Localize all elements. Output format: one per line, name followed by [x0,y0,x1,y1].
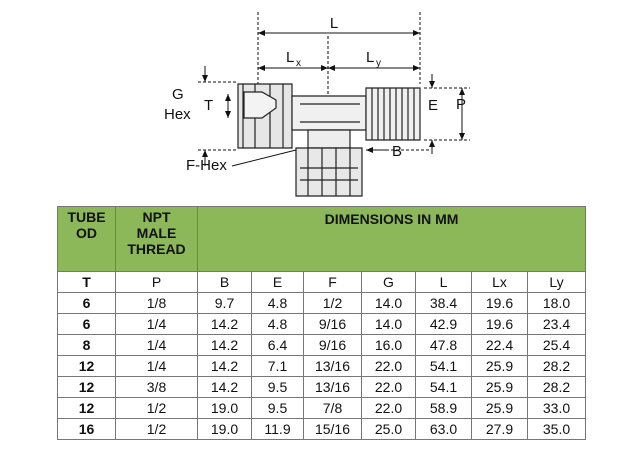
table-cell: 19.6 [472,314,528,335]
table-cell: 18.0 [528,293,586,314]
label-B: B [392,143,403,160]
table-cell: 1/4 [116,356,198,377]
table-cell: 4.8 [252,314,304,335]
table-cell: 6 [58,293,116,314]
table-cell: 19.6 [472,293,528,314]
table-cell: 25.4 [528,335,586,356]
table-cell: 3/8 [116,377,198,398]
table-cell: 25.9 [472,356,528,377]
table-cell: 58.9 [416,398,472,419]
col-Ly: Ly [528,272,586,293]
table-cell: 9.5 [252,398,304,419]
table-cell: 15/16 [304,419,362,440]
col-E: E [252,272,304,293]
col-F: F [304,272,362,293]
label-Ly-sub: y [376,58,381,69]
table-cell: 13/16 [304,356,362,377]
table-cell: 19.0 [198,419,252,440]
header-npt-line2: MALE [136,225,177,241]
table-cell: 22.0 [362,356,416,377]
table-cell: 12 [58,398,116,419]
col-L: L [416,272,472,293]
table-cell: 9.7 [198,293,252,314]
table-cell: 13/16 [304,377,362,398]
label-Ly: L [366,49,375,66]
table-cell: 33.0 [528,398,586,419]
table-cell: 14.2 [198,356,252,377]
label-Lx-sub: x [296,58,301,69]
table-cell: 8 [58,335,116,356]
col-Lx: Lx [472,272,528,293]
table-cell: 1/2 [116,419,198,440]
table-cell: 6.4 [252,335,304,356]
table-row [58,356,586,377]
fitting-drawing [0,0,633,206]
table-cell: 14.2 [198,377,252,398]
label-T: T [204,97,214,114]
table-cell: 22.0 [362,398,416,419]
table-cell: 1/2 [304,293,362,314]
table-row [58,377,586,398]
label-Hex: Hex [164,106,191,123]
header-tube-od [58,207,116,272]
table-cell: 1/8 [116,293,198,314]
table-cell: 14.2 [198,314,252,335]
col-B: B [198,272,252,293]
table-cell: 12 [58,356,116,377]
table-row [58,335,586,356]
table-cell: 38.4 [416,293,472,314]
header-tube-od-line2: OD [76,225,97,241]
table-cell: 47.8 [416,335,472,356]
col-P: P [116,272,198,293]
header-npt [116,207,198,272]
label-E: E [428,97,439,114]
label-G: G [172,86,184,103]
label-Lx: L [286,49,295,66]
col-T: T [58,272,116,293]
table-cell: 27.9 [472,419,528,440]
label-P: P [456,96,467,113]
column-labels-row [58,272,586,293]
table-cell: 6 [58,314,116,335]
table-cell: 4.8 [252,293,304,314]
table-row [58,314,586,335]
table-row [58,293,586,314]
table-cell: 14.0 [362,314,416,335]
table-row [58,419,586,440]
label-L: L [329,15,339,32]
table-cell: 42.9 [416,314,472,335]
table-cell: 54.1 [416,356,472,377]
table-cell: 11.9 [252,419,304,440]
table-cell: 22.0 [362,377,416,398]
table-cell: 54.1 [416,377,472,398]
table-cell: 28.2 [528,356,586,377]
header-npt-line3: THREAD [127,241,186,257]
table-cell: 23.4 [528,314,586,335]
table-cell: 25.9 [472,398,528,419]
table-cell: 1/4 [116,335,198,356]
table-cell: 25.9 [472,377,528,398]
table-cell: 1/2 [116,398,198,419]
table-cell: 14.0 [362,293,416,314]
table-header-row [58,207,586,272]
table-cell: 12 [58,377,116,398]
table-cell: 16 [58,419,116,440]
table-row [58,398,586,419]
table-cell: 9/16 [304,314,362,335]
table-cell: 9.5 [252,377,304,398]
table-cell: 22.4 [472,335,528,356]
table-cell: 1/4 [116,314,198,335]
fitting-body [238,84,420,196]
label-F-Hex: F-Hex [186,157,227,174]
table-cell: 35.0 [528,419,586,440]
table-cell: 16.0 [362,335,416,356]
dimensions-table [57,206,586,440]
table-cell: 25.0 [362,419,416,440]
header-npt-line1: NPT [142,209,171,225]
table-cell: 7/8 [304,398,362,419]
header-tube-od-line1: TUBE [67,209,106,225]
table-cell: 28.2 [528,377,586,398]
col-G: G [362,272,416,293]
header-dimensions: DIMENSIONS IN MM [198,207,586,272]
table-cell: 9/16 [304,335,362,356]
table-cell: 63.0 [416,419,472,440]
table-cell: 7.1 [252,356,304,377]
table-cell: 14.2 [198,335,252,356]
table-cell: 19.0 [198,398,252,419]
